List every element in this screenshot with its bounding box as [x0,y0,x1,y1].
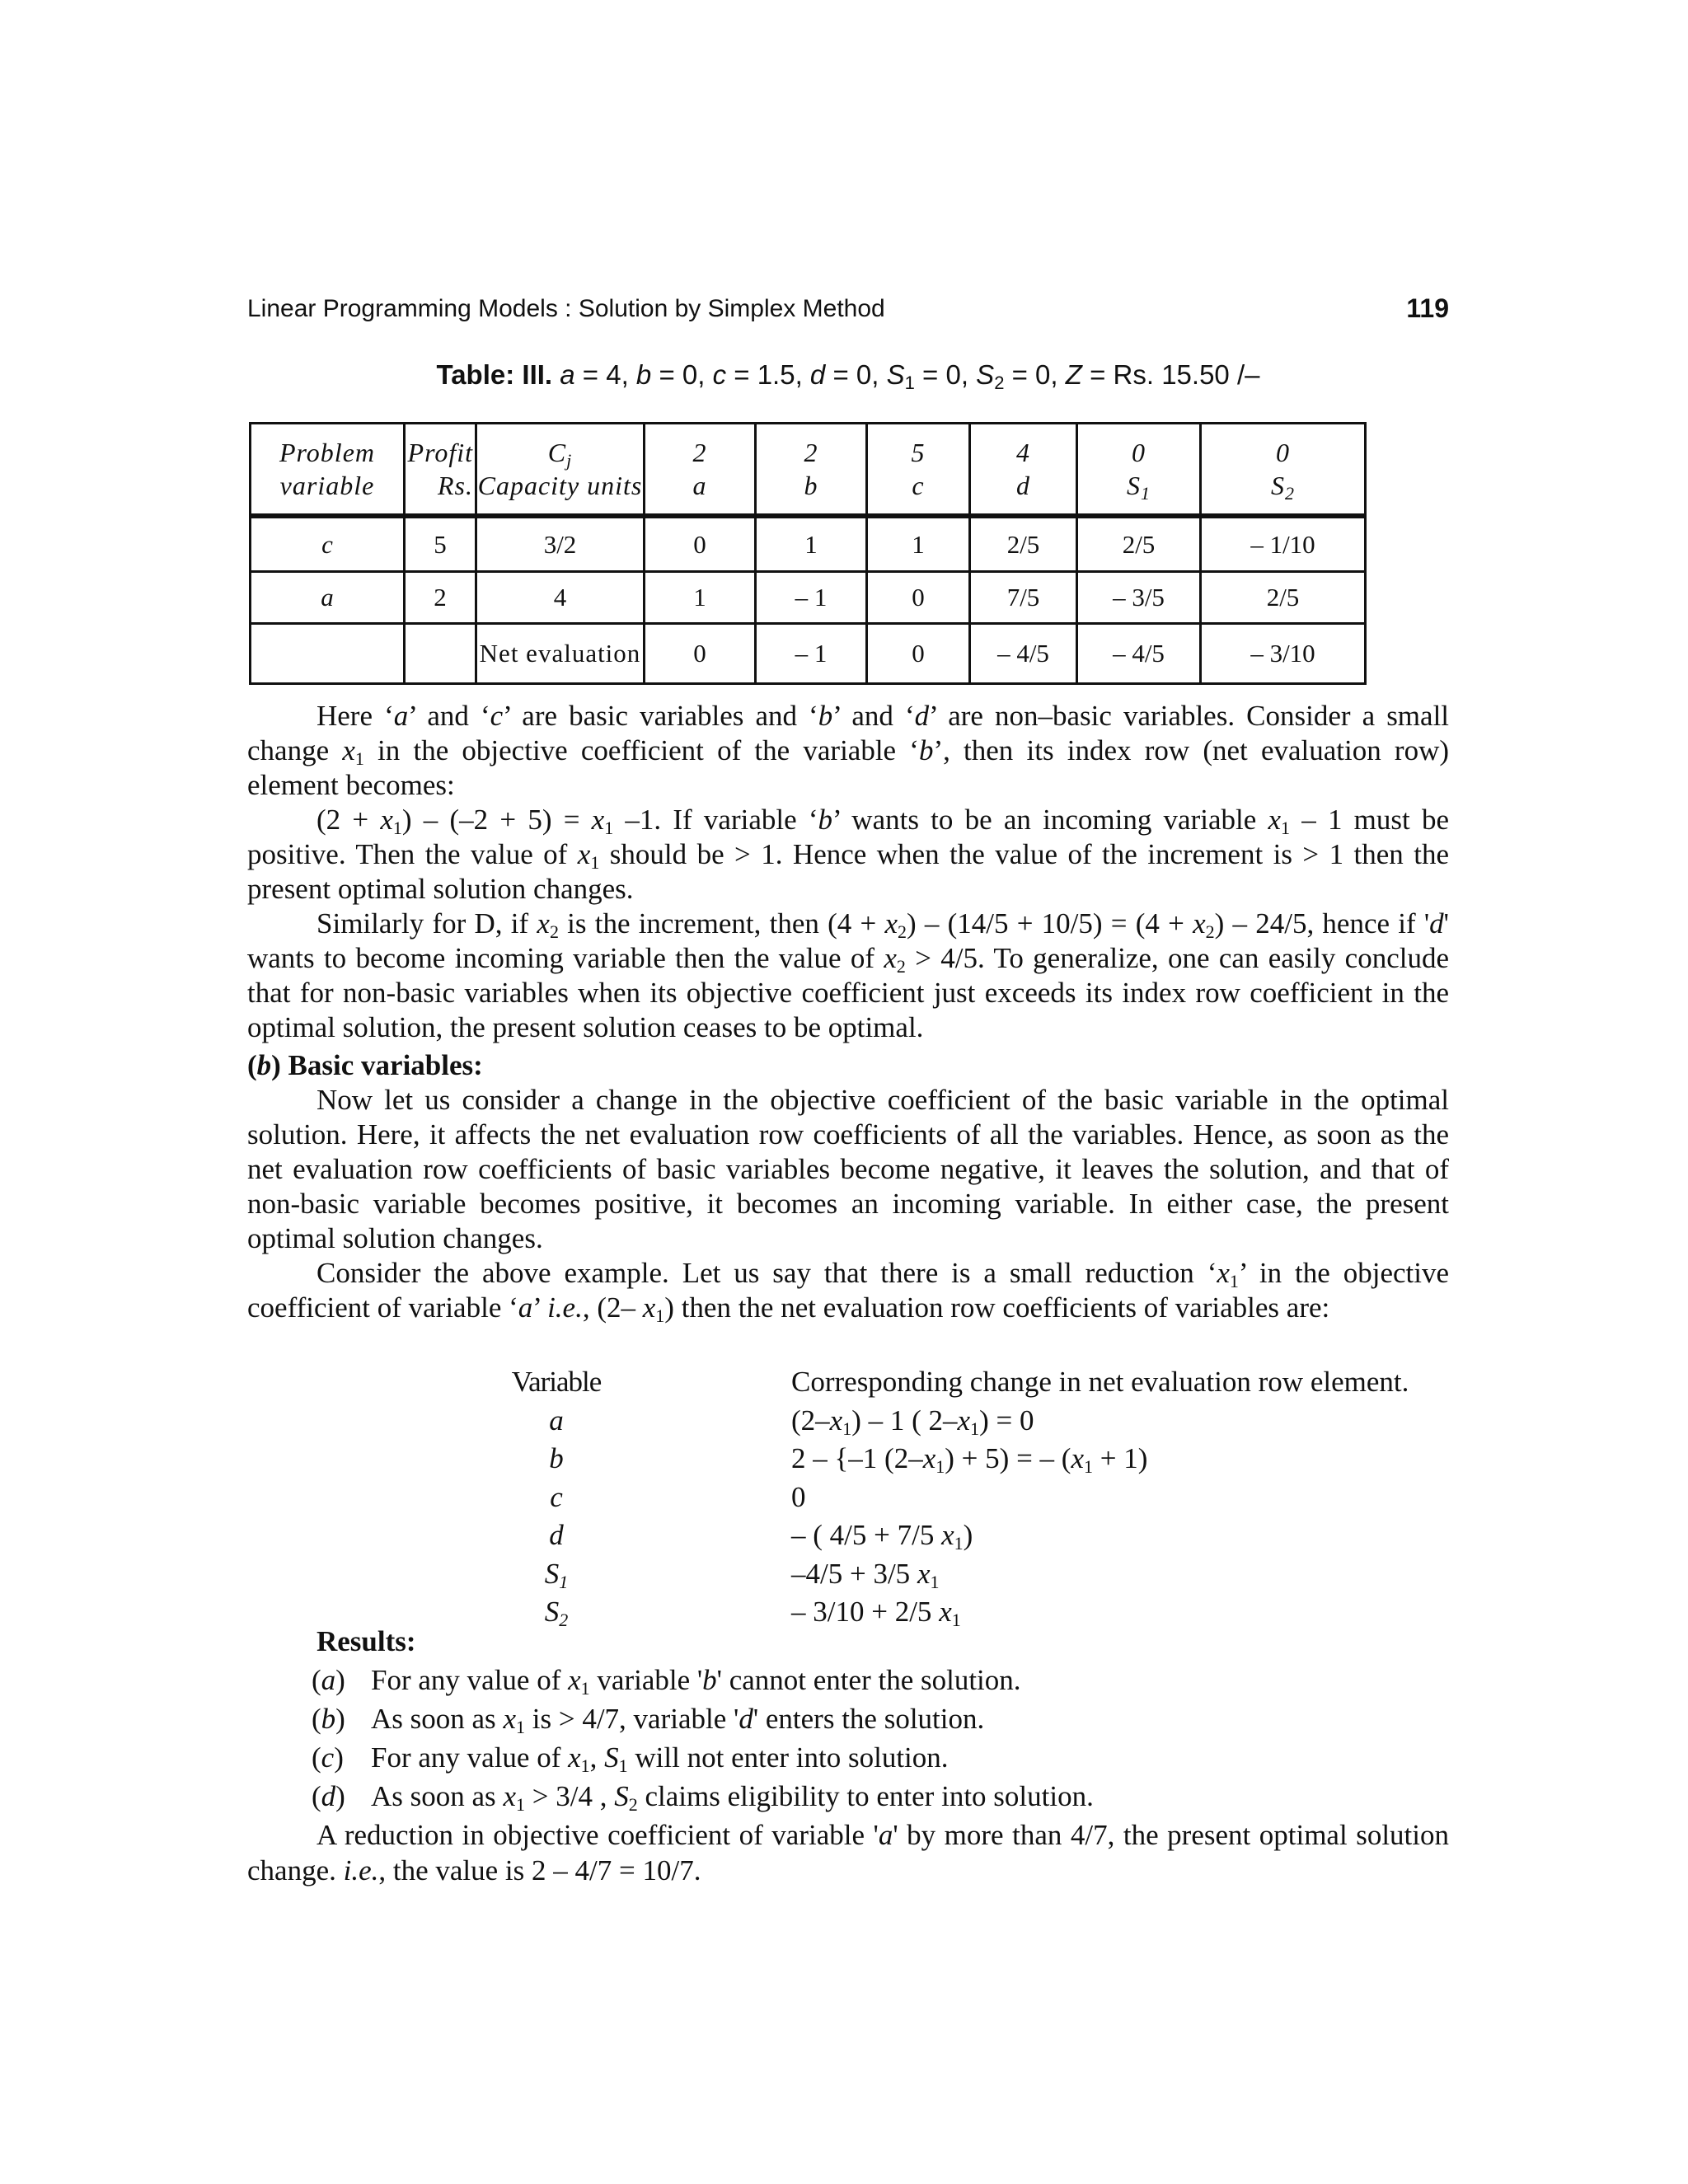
cell-net-evaluation-label: Net evaluation [476,624,645,684]
cell-value: 1 [756,516,867,572]
cell-value: 1 [645,572,756,624]
change-expression: 2 – {–1 $(2-x_1) + 5$) = – $(x_1 + 1)$ [791,1442,1148,1477]
change-table [511,1366,1459,1634]
change-table-row [511,1481,1459,1520]
cell-value: 1 [867,516,970,572]
header-var-a: a [692,471,707,500]
header-col-a [645,424,756,517]
header-cj-c: 5 [911,438,926,467]
header-col-c [867,424,970,517]
cell-variable: a [251,572,405,624]
table-row-c [251,516,1366,572]
cell-value: 2/5 [1077,516,1201,572]
change-expression: – 3/10 + 2/5 $x_1$ [791,1596,961,1630]
results-item-label: (d) [312,1780,345,1812]
results-item-label: (c) [312,1741,344,1774]
cell-capacity: 4 [476,572,645,624]
results-item-label: (b) [312,1703,345,1735]
cell-value: – 1 [756,572,867,624]
table-caption-text: a = 4, b = 0, c = 1.5, d = 0, $S_1 = 0$, $S_2 = 0$, Z = Rs. 15.50 /– [560,359,1260,393]
header-cj [476,424,645,517]
cell-value: – 3/5 [1077,572,1201,624]
change-head-description: Corresponding change in net evaluation row element. [791,1366,1409,1398]
header-capacity-units: Capacity units [477,471,643,500]
header-problem-line2: variable [279,471,375,500]
cell-value: – 1/10 [1201,516,1366,572]
paragraph-variable-b: $(2 + x_1) - (-2 + 5) = x_1$ –1. If variable ‘b’ wants to be an incoming variable $x_1 - 1$ must be positive. Then the value of $x_1$ should be > 1. Hence when the value of the increment is > 1 then the present optimal solution changes. [247,804,1449,905]
change-head-variable: Variable [511,1366,602,1398]
running-title: Linear Programming Models : Solution by Simplex Method [247,295,885,322]
cell-value: – 4/5 [1077,624,1201,684]
table-header-row [251,424,1366,517]
table-caption [247,359,1449,391]
cell-variable [251,624,405,684]
header-col-s1 [1077,424,1201,517]
change-expression: –4/5 + 3/5 $x_1$ [791,1557,940,1592]
results-item-text: For any value of $x_1$ variable 'b' cannot enter the solution. [371,1664,1021,1699]
change-expression: $(2-x_1) - 1$ ( $2-x_1) = 0$ [791,1404,1034,1439]
results-item-text: As soon as $x_1 > 3/4$ , $S_2$ claims eligibility to enter into solution. [371,1780,1094,1815]
table-row-a [251,572,1366,624]
change-table-rows [511,1404,1459,1634]
cell-value: – 3/10 [1201,624,1366,684]
results-item-text: For any value of $x_1$, $S_1$ will not enter into solution. [371,1741,949,1776]
change-table-row [511,1404,1459,1443]
header-col-d [970,424,1077,517]
cell-value: 0 [645,624,756,684]
header-var-b: b [804,471,818,500]
change-table-row [511,1442,1459,1481]
header-problem-line1: Problem [279,438,375,467]
cell-value: 0 [867,572,970,624]
cell-value: – 4/5 [970,624,1077,684]
section-heading-basic-variables: (b) Basic variables: [247,1049,483,1081]
header-profit [405,424,476,517]
paragraph-variable-d: Similarly for D, if $x_2$ is the increment, then $(4 + x_2) - (14/5 + 10/5) = (4 + x_2) - 24/5$, hence if 'd' wants to become incoming variable then the value of $x_2 > 4/5$. To generalize, one can easily conclude that for non-basic variables when its objective coefficient just exceeds its index row coefficient in the optimal solution, the present solution ceases to be optimal. [247,907,1449,1043]
header-cj-a: 2 [692,438,707,467]
header-cj-d: 4 [1016,438,1030,467]
paragraph-nonbasic-intro: Here ‘a’ and ‘c’ are basic variables and ‘b’ and ‘d’ are non–basic variables. Consider a small change $x_1$ in the objective coefficient of the variable ‘b’, then its index row (net evaluation row) element becomes: [247,700,1450,801]
cell-value: 7/5 [970,572,1077,624]
header-var-d: d [1016,471,1030,500]
cell-profit: 5 [405,516,476,572]
cell-value: 0 [645,516,756,572]
results-item [312,1777,1449,1816]
header-profit-line1: Profit [407,438,473,467]
results-item-label: (a) [312,1664,345,1696]
change-expression: 0 [791,1480,806,1513]
paragraph-basic-variables: Now let us consider a change in the objective coefficient of the basic variable in the optimal solution. Here, it affects the net evaluation row coefficients of all the variables. Hence, as soon as the net evaluation row coefficients of basic variables become negative, it leaves the solution, and that of non-basic variable becomes positive, it becomes an incoming variable. In either case, the present optimal solution changes. [247,1084,1449,1254]
cell-value: – 1 [756,624,867,684]
cell-value: 2/5 [970,516,1077,572]
header-var-s1: $S_1$ [1127,471,1151,504]
table-row-net-evaluation [251,624,1366,684]
cell-variable: c [251,516,405,572]
header-var-s2: $S_2$ [1271,471,1295,504]
body-text [247,699,1449,1325]
change-variable: c [550,1480,563,1513]
page-number: 119 [1406,293,1449,323]
results-item [312,1699,1449,1738]
change-variable: a [549,1404,564,1436]
results [247,1622,1449,1888]
change-table-header [511,1366,1459,1404]
results-item [312,1738,1449,1777]
change-variable: $S_1$ [544,1557,569,1592]
header-col-s2 [1201,424,1366,517]
cell-profit [405,624,476,684]
change-variable: b [549,1442,564,1474]
header-col-b [756,424,867,517]
header-problem-variable [251,424,405,517]
simplex-table [249,422,1367,685]
results-list [247,1661,1449,1816]
cell-value: 0 [867,624,970,684]
change-table-row [511,1558,1459,1596]
results-item-text: As soon as $x_1$ is > 4/7, variable 'd' enters the solution. [371,1703,985,1737]
change-variable: $S_2$ [544,1596,569,1630]
change-table-row [511,1519,1459,1558]
paragraph-example: Consider the above example. Let us say that there is a small reduction ‘$x_1$’ in the objective coefficient of variable ‘a’ i.e., (2– $x_1$) then the net evaluation row coefficients of variables are: [247,1257,1450,1326]
table-caption-label: Table: III. [436,359,553,390]
cell-value: 2/5 [1201,572,1366,624]
results-heading: Results: [316,1625,416,1657]
header-cj-s1: 0 [1132,438,1146,467]
change-variable: d [549,1519,564,1551]
header-profit-line2: Rs. [438,471,473,500]
change-expression: – ( 4/5 + 7/5 $x_1$) [791,1519,973,1554]
cell-profit: 2 [405,572,476,624]
running-head [247,290,1449,331]
header-cj-b: 2 [804,438,818,467]
results-item [312,1661,1449,1699]
header-cj-symbol: $C_j$ [547,438,573,471]
results-conclusion: A reduction in objective coefficient of variable 'a' by more than 4/7, the present optimal solution change. i.e., the value is 2 – 4/7 = 10/7. [247,1819,1449,1886]
cell-capacity: 3/2 [476,516,645,572]
header-var-c: c [912,471,925,500]
header-cj-s2: 0 [1276,438,1290,467]
